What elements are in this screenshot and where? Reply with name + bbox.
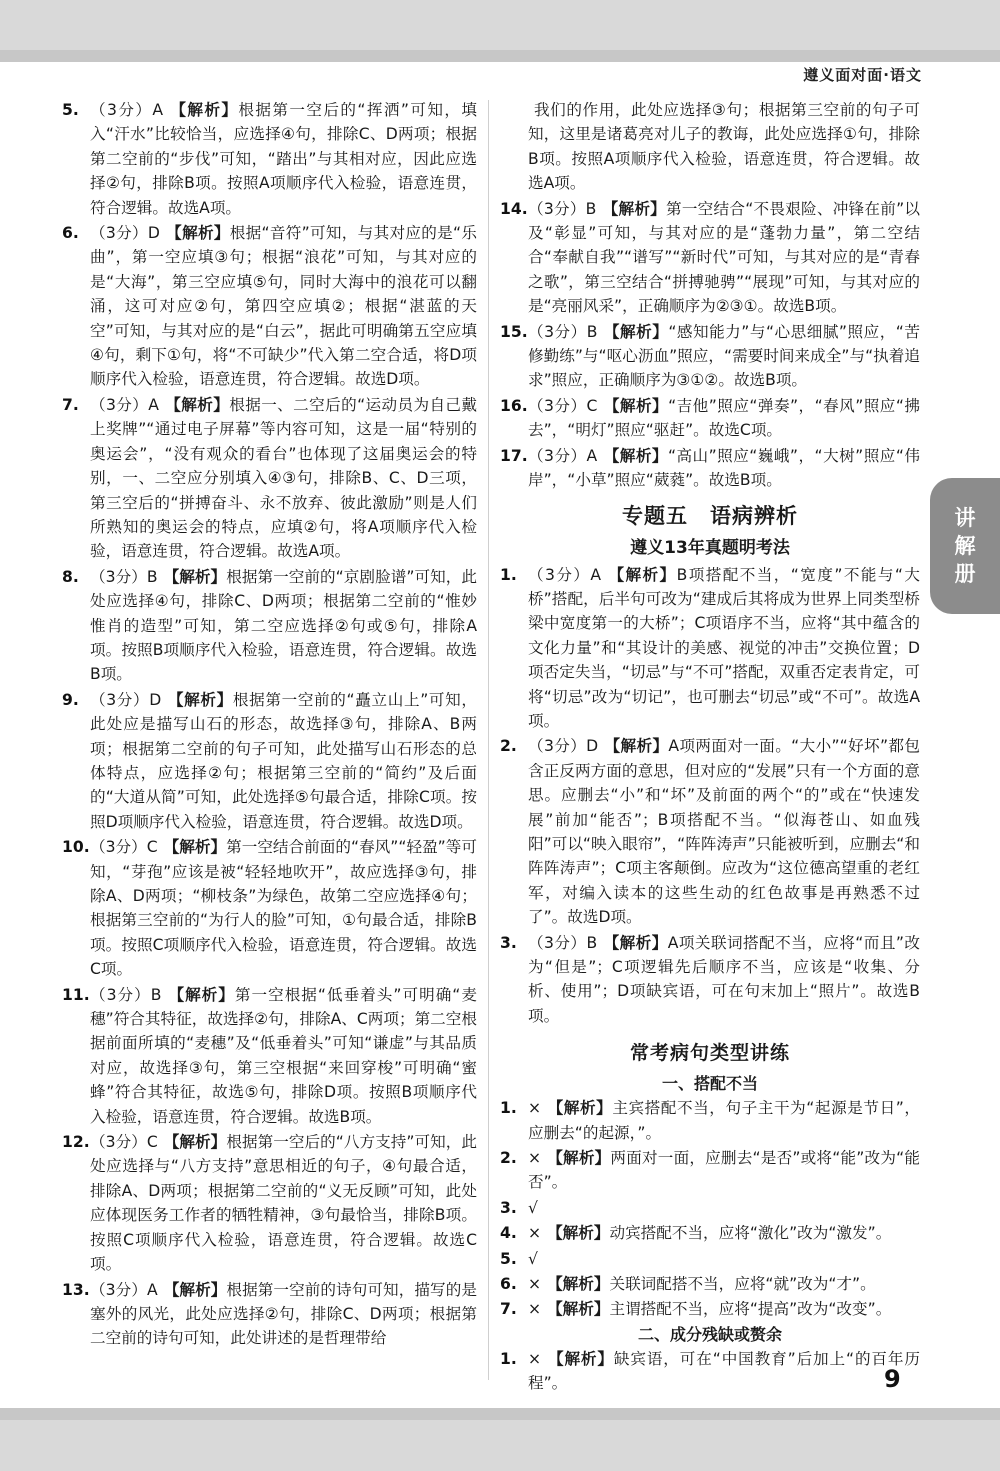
answer-number: 15.: [500, 322, 528, 341]
answer-number: 1.: [500, 565, 517, 584]
answer-number: 10.: [62, 838, 90, 857]
side-tab-char: 讲: [954, 506, 976, 530]
answer-choice: （3分）A: [90, 1280, 158, 1299]
page-number: 9: [884, 1365, 901, 1393]
answer-choice: √: [528, 1198, 538, 1217]
practice-subhead-1: 一、搭配不当: [661, 1074, 758, 1094]
answer-item: [62, 688, 477, 834]
answer-item: [500, 197, 920, 319]
answer-choice: （3分）D: [528, 737, 599, 756]
analysis-tag: 【解析】: [547, 1099, 613, 1118]
answer-number: 1.: [500, 1349, 517, 1368]
answer-number: 11.: [62, 985, 90, 1004]
analysis-text: 关联词配搭不当，应将“就”改为“才”。: [609, 1275, 876, 1294]
right-answer-list: [500, 98, 920, 493]
answer-choice: （3分）C: [528, 396, 598, 415]
left-column: [62, 98, 477, 1352]
analysis-text: 动宾搭配不当，应将“激化”改为“激发”。: [609, 1224, 892, 1243]
answer-number: 2.: [500, 1149, 517, 1168]
answer-item: [500, 1221, 920, 1245]
answer-choice: ×: [528, 1224, 542, 1243]
analysis-tag: 【解析】: [163, 1133, 227, 1152]
answer-item: [62, 565, 477, 687]
analysis-tag: 【解析】: [603, 933, 668, 952]
analysis-tag: 【解析】: [603, 446, 668, 465]
analysis-text: 根据第一空前的“京剧脸谱”可知，此处应选择④句，排除C、D两项；根据第二空前的“惟妙惟肖的造型”可知，第二空应选择②句或⑤句，排除A项。按照B项顺序代入检验，语意连贯，符合逻辑。故选B项。: [90, 567, 477, 684]
analysis-tag: 【解析】: [167, 690, 233, 709]
answer-item: [500, 98, 920, 196]
bottom-margin-strip: [0, 1408, 1000, 1420]
analysis-text: “感知能力”与“心思细腻”照应，“苦修勤练”与“呕心沥血”照应，“需要时间来成全”与“执着追求”照应，正确顺序为③①②。故选B项。: [528, 322, 920, 390]
answer-number: 3.: [500, 1198, 517, 1217]
answer-number: 2.: [500, 737, 517, 756]
side-tab: [930, 478, 1000, 614]
answer-number: 17.: [500, 446, 528, 465]
answer-item: [500, 563, 920, 734]
exam-answer-list: [500, 563, 920, 1029]
analysis-tag: 【解析】: [604, 737, 669, 756]
analysis-text: 主谓搭配不当，应将“提高”改为“改变”。: [609, 1300, 892, 1319]
analysis-tag: 【解析】: [547, 1224, 610, 1243]
analysis-tag: 【解析】: [603, 396, 669, 415]
answer-choice: （3分）C: [90, 1133, 158, 1152]
answer-choice: （3分）C: [90, 838, 158, 857]
answer-choice: （3分）D: [90, 224, 160, 243]
answer-number: 8.: [62, 567, 79, 586]
answer-item: [500, 394, 920, 443]
right-column: [500, 98, 920, 1397]
answer-choice: （3分）A: [528, 565, 602, 584]
answer-item: [500, 931, 920, 1029]
answer-item: [500, 444, 920, 493]
answer-choice: （3分）A: [528, 446, 598, 465]
top-margin-band: [0, 0, 1000, 50]
answer-number: 5.: [62, 101, 79, 119]
analysis-text: 根据第一空前的“矗立山上”可知，此处应是描写山石的形态，故选择③句，排除A、B两项；根据第二空前的句子可知，此处描写山石形态的总体特点，应选择②句；根据第三空前的“简约”及后面的“大道从简”可知，此处选择⑤句最合适，排除C项。按照D项顺序代入检验，语意连贯，符合逻辑。故选D项。: [90, 690, 477, 831]
analysis-tag: 【解析】: [603, 322, 669, 341]
analysis-tag: 【解析】: [164, 395, 230, 414]
analysis-text: 根据一、二空后的“运动员为自己戴上奖牌”“通过电子屏幕”等内容可知，这是一届“特别的奥运会”，“没有观众的看台”也体现了这届奥运会的特别，一、二空应分别填入④③句，排除B、C、D三项，第三空后的“拼搏奋斗、永不放弃、彼此激励”则是人们所熟知的奥运会的特点，应填②句，将A项顺序代入检验，语意连贯，符合逻辑。故选A项。: [90, 395, 477, 561]
answer-number: 16.: [500, 396, 528, 415]
answer-item: [500, 1347, 920, 1396]
analysis-text: 根据第一空后的“八方支持”可知，此处应选择与“八方支持”意思相近的句子，④句最合适，排除A、D两项；根据第二空前的“义无反顾”可知，此处应体现医务工作者的牺牲精神，③句最恰当，排除B项。按照C项顺序代入检验，语意连贯，符合逻辑。故选C项。: [90, 1133, 477, 1274]
analysis-text: 第一空结合前面的“春风”“轻盈”等可知，“芽孢”应该是被“轻轻地吹开”，故应选择③句，排除A、D两项；“柳枝条”为绿色，故第二空应选择④句；根据第三空前的“为行人的脸”可知，①句最合适，排除B项。按照C项顺序代入检验，语意连贯，符合逻辑。故选C项。: [90, 838, 477, 979]
answer-item: [500, 734, 920, 929]
analysis-tag: 【解析】: [547, 1275, 610, 1294]
answer-number: 7.: [62, 395, 79, 414]
top-margin-strip: [0, 50, 1000, 62]
column-divider: [488, 100, 489, 1380]
answer-item: [500, 1247, 920, 1271]
answer-item: [500, 1146, 920, 1195]
answer-item: [62, 1130, 477, 1276]
answer-choice: （3分）B: [528, 199, 597, 218]
answer-number: 4.: [500, 1224, 517, 1243]
answer-item: [62, 393, 477, 564]
answer-number: 6.: [500, 1275, 517, 1294]
answer-choice: （3分）B: [528, 933, 598, 952]
answer-number: 12.: [62, 1133, 90, 1152]
analysis-tag: 【解析】: [547, 1349, 614, 1368]
header-title: 遵义面对面·语文: [803, 66, 922, 84]
answer-item: [62, 98, 477, 220]
answer-number: 14.: [500, 199, 528, 218]
side-tab-char: 解: [954, 534, 976, 558]
bottom-margin-band: [0, 1420, 1000, 1471]
analysis-text: 根据第一空后的“挥洒”可知，填入“汗水”比较恰当，应选择④句，排除C、D两项；根据第二空前的“步伐”可知，“踏出”与其相对应，因此应选择②句，排除B项。按照A项顺序代入检验，语意连贯，符合逻辑。故选A项。: [90, 101, 477, 217]
answer-choice: ×: [528, 1349, 542, 1368]
answer-number: 1.: [500, 1099, 517, 1118]
analysis-text: A项两面对一面。“大小”“好坏”都包含正反两方面的意思，但对应的“发展”只有一个方面的意思。应删去“小”和“坏”及前面的两个“的”或在“快速发展”前加“能否”；B项搭配不当。“似海苍山、如血残阳”可以“映入眼帘”，“阵阵涛声”只能被听到，应删去“和阵阵涛声”；C项主客颠倒。应改为“这位德高望重的老红军，对编入读本的这些生动的红色故事是再熟悉不过了”。故选D项。: [528, 737, 920, 927]
answer-choice: （3分）B: [90, 567, 158, 586]
analysis-text: 我们的作用，此处应选择③句；根据第三空前的句子可知，这里是诸葛亮对儿子的教诲，此处应选择①句，排除B项。按照A项顺序代入检验，语意连贯，符合逻辑。故选A项。: [528, 101, 920, 193]
answer-choice: √: [528, 1249, 538, 1268]
answer-item: [62, 835, 477, 981]
analysis-tag: 【解析】: [607, 565, 677, 584]
practice-list-1: [500, 1096, 920, 1322]
analysis-text: 缺宾语，可在“中国教育”后加上“的百年历程”。: [528, 1349, 920, 1393]
answer-number: 7.: [500, 1300, 517, 1319]
analysis-tag: 【解析】: [163, 567, 227, 586]
answer-item: [62, 1278, 477, 1351]
analysis-tag: 【解析】: [547, 1149, 611, 1168]
answer-number: 5.: [500, 1249, 517, 1268]
analysis-text: B项搭配不当，“宽度”不能与“大桥”搭配，后半句可改为“建成后其将成为世界上同类型桥梁中宽度第一的大桥”；C项语序不当，应将“其中蕴含的文化力量”和“其设计的美感、视觉的冲击”交换位置；D项否定失当，“切忌”与“不可”搭配，双重否定表肯定，可将“切忌”改为“切记”，也可删去“切忌”或“不可”。故选A项。: [528, 565, 920, 730]
answer-item: [500, 1272, 920, 1296]
analysis-tag: 【解析】: [163, 838, 227, 857]
answer-number: 3.: [500, 933, 517, 952]
answer-choice: （3分）D: [90, 690, 162, 709]
analysis-tag: 【解析】: [169, 101, 239, 119]
answer-choice: ×: [528, 1275, 542, 1294]
analysis-text: “吉他”照应“弹奏”，“春风”照应“拂去”，“明灯”照应“驱赶”。故选C项。: [528, 396, 920, 440]
practice-list-2: [500, 1347, 920, 1396]
analysis-tag: 【解析】: [167, 985, 235, 1004]
practice-subhead-2: 二、成分残缺或赘余: [637, 1324, 782, 1344]
answer-choice: ×: [528, 1099, 542, 1118]
analysis-tag: 【解析】: [602, 199, 666, 218]
answer-choice: ×: [528, 1300, 542, 1319]
analysis-text: “高山”照应“巍峨”，“大树”照应“伟岸”，“小草”照应“葳蕤”。故选B项。: [528, 446, 920, 490]
answer-choice: ×: [528, 1149, 542, 1168]
section-title: 专题五 语病辨析: [622, 503, 798, 528]
answer-choice: （3分）B: [90, 985, 162, 1004]
analysis-tag: 【解析】: [163, 1280, 227, 1299]
answer-item: [62, 983, 477, 1129]
answer-item: [62, 221, 477, 392]
analysis-text: 第一空结合“不畏艰险、冲锋在前”以及“彰显”可知，与其对应的是“蓬勃力量”，第二空结合“奉献自我”“谱写”“新时代”可知，与其对应的是“青春之歌”，第三空结合“拼搏驰骋”“展现”可知，与其对应的是“亮丽风采”，正确顺序为②③①。故选B项。: [528, 199, 920, 316]
analysis-text: 两面对一面，应删去“是否”或将“能”改为“能否”。: [528, 1149, 920, 1192]
side-tab-char: 册: [954, 562, 976, 586]
analysis-text: 根据“音符”可知，与其对应的是“乐曲”，第一空应填③句；根据“浪花”可知，与其对应的是“大海”，第三空应填⑤句，同时大海中的浪花可以翻涌，这可对应②句，第四空应填②；根据“湛蓝的天空”可知，与其对应的是“白云”，据此可明确第五空应填④句，剩下①句，将“不可缺少”代入第二空合适，将D项顺序代入检验，语意连贯，符合逻辑。故选D项。: [90, 224, 477, 389]
analysis-text: 主宾搭配不当，句子主干为“起源是节日”，应删去“的起源，”。: [528, 1099, 920, 1142]
answer-item: [500, 1297, 920, 1321]
section-subtitle: 遵义13年真题明考法: [630, 537, 790, 558]
left-answer-list: [62, 98, 477, 1351]
answer-choice: （3分）B: [528, 322, 598, 341]
answer-number: 9.: [62, 690, 79, 709]
analysis-tag: 【解析】: [165, 224, 230, 243]
analysis-text: 第一空根据“低垂着头”可明确“麦穗”符合其特征，故选择②句，排除A、C两项；第二空根据前面所填的“麦穗”及“低垂着头”可知“谦虚”与其品质对应，故选择③句，第三空根据“来回穿梭”可明确“蜜蜂”符合其特征，故选⑤句，排除D项。按照B项顺序代入检验，语意连贯，符合逻辑。故选B项。: [90, 985, 477, 1126]
answer-number: 6.: [62, 224, 79, 243]
answer-item: [500, 1096, 920, 1145]
analysis-text: A项关联词搭配不当，应将“而且”改为“但是”；C项逻辑先后顺序不当，应该是“收集、分析、使用”；D项缺宾语，可在句末加上“照片”。故选B项。: [528, 933, 920, 1025]
analysis-tag: 【解析】: [547, 1300, 610, 1319]
practice-title: 常考病句类型讲练: [629, 1042, 790, 1065]
answer-choice: （3分）A: [90, 101, 163, 119]
answer-number: 13.: [62, 1280, 90, 1299]
answer-item: [500, 320, 920, 393]
answer-choice: （3分）A: [90, 395, 159, 414]
analysis-text: 根据第一空前的诗句可知，描写的是塞外的风光，此处应选择②句，排除C、D两项；根据第二空前的诗句可知，此处讲述的是哲理带给: [90, 1280, 477, 1348]
answer-item: [500, 1196, 920, 1220]
